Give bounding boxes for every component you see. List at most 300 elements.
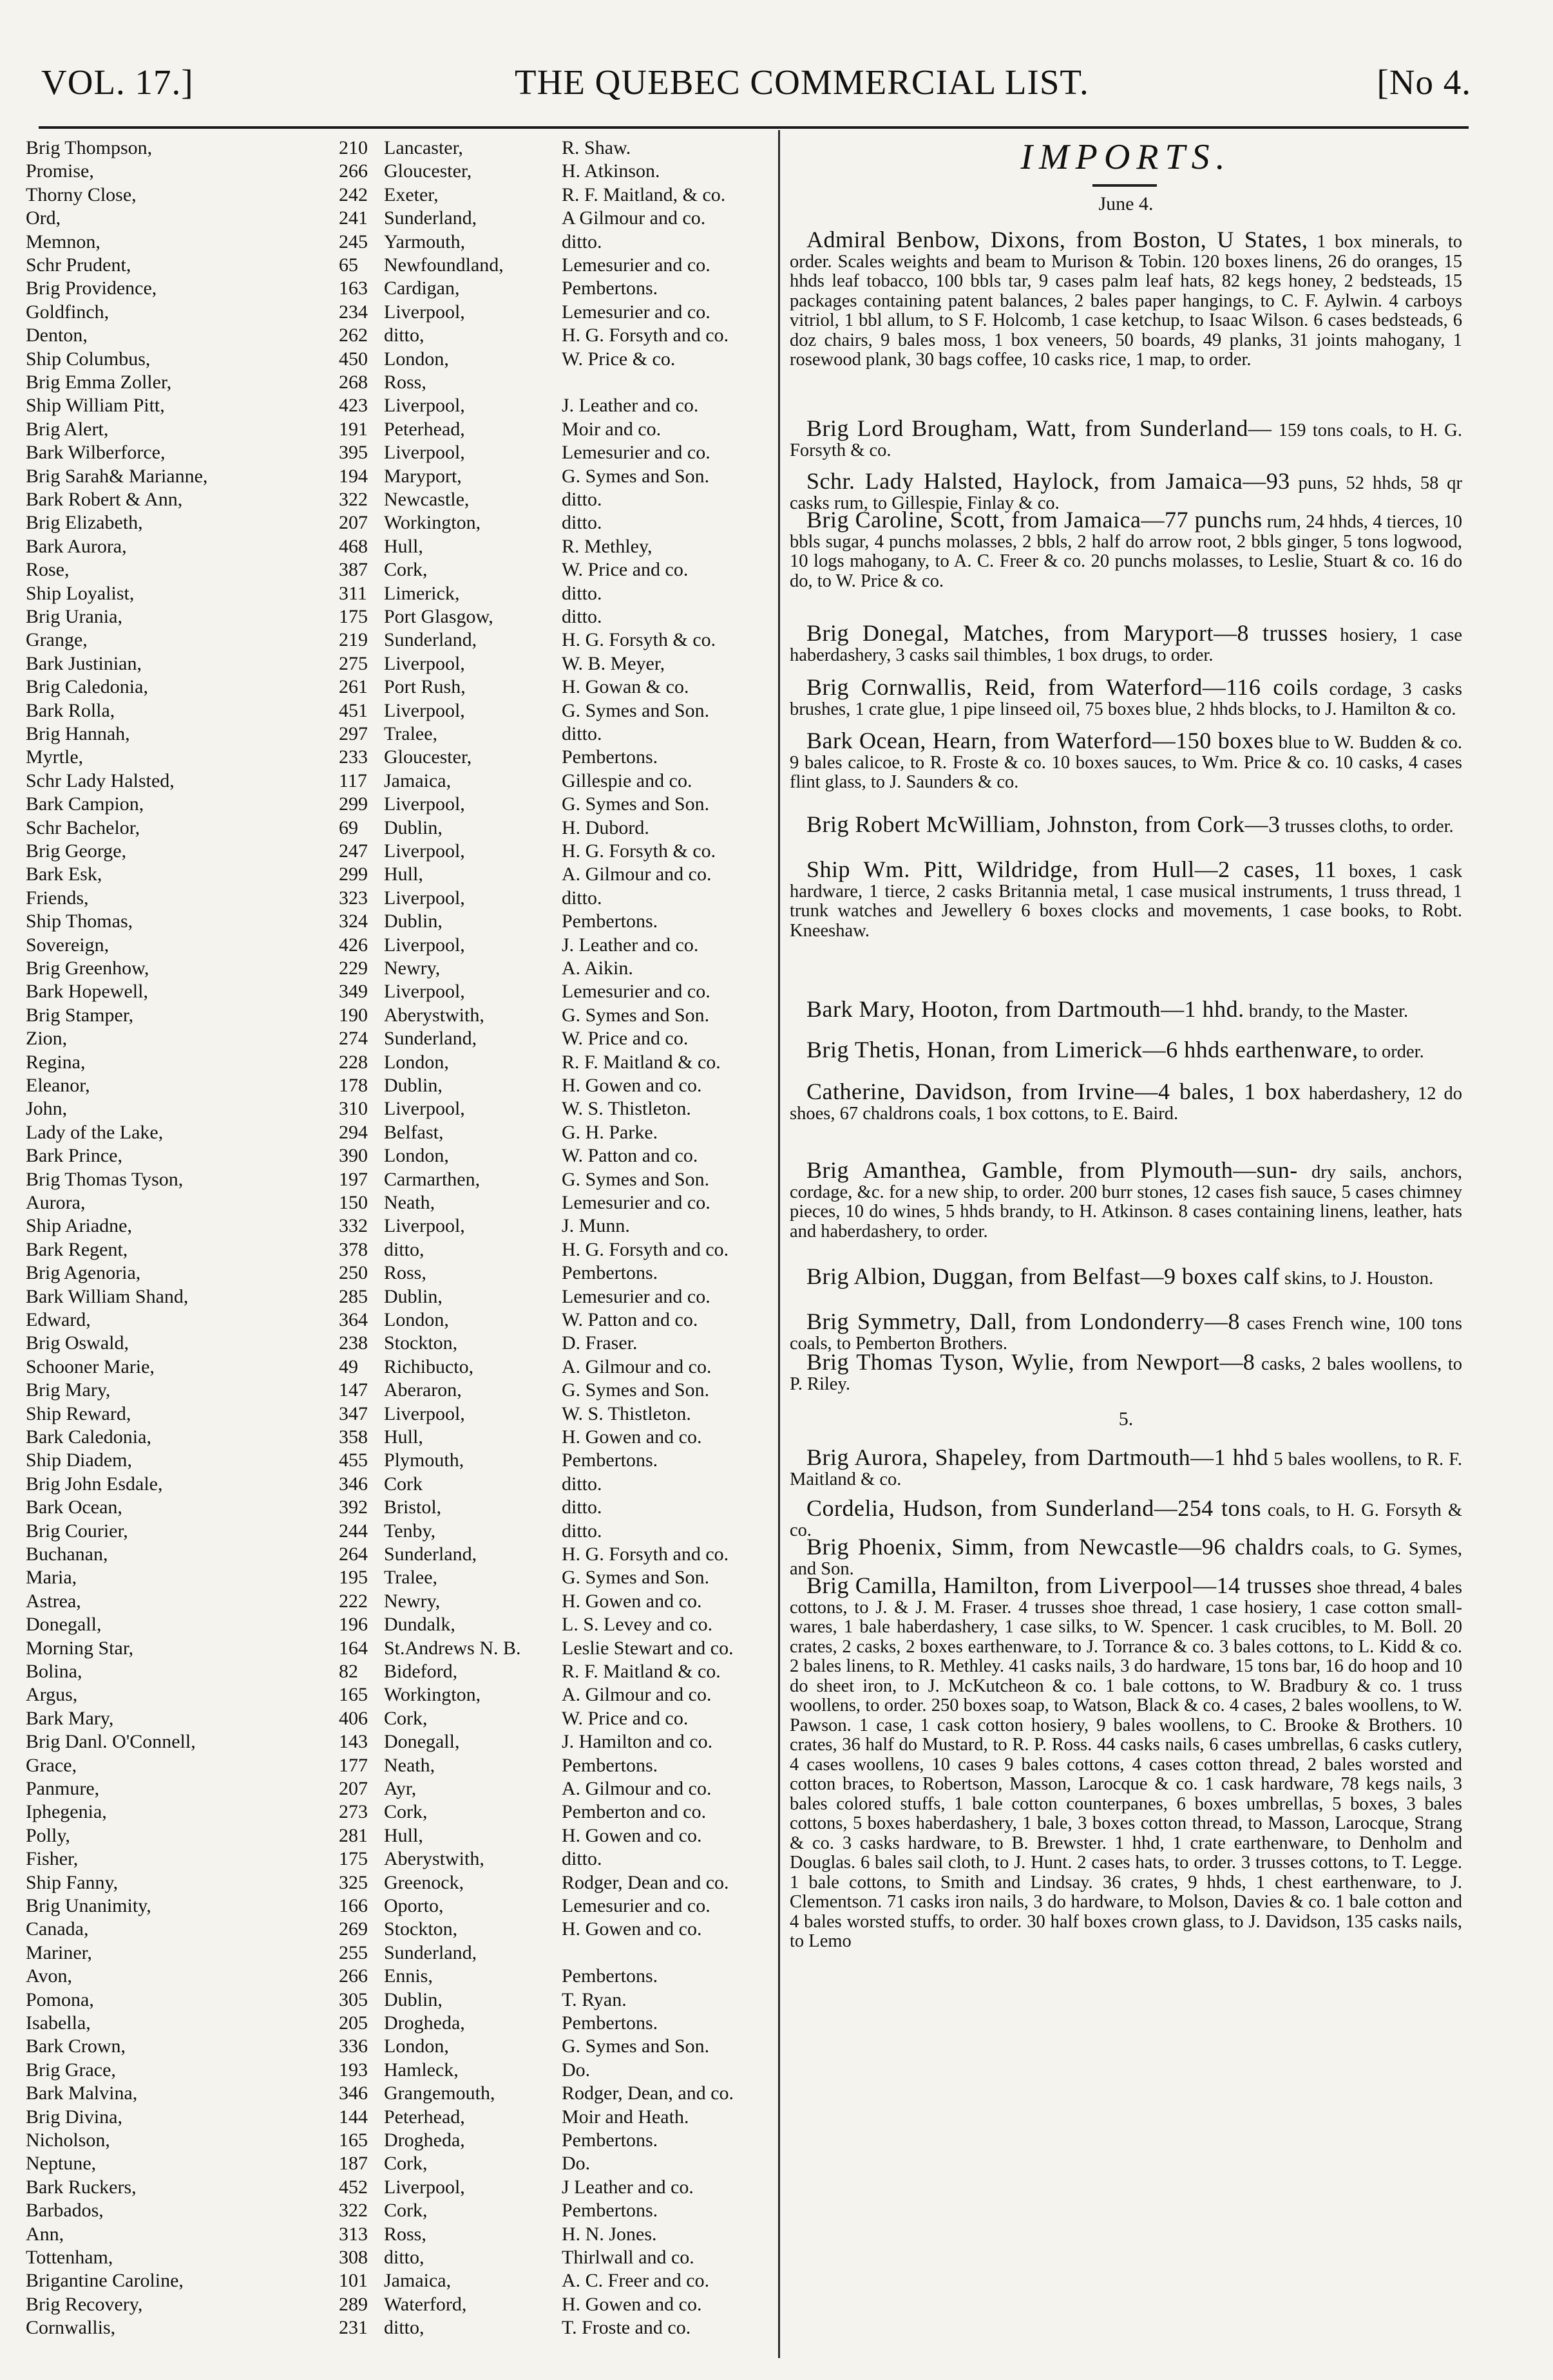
ship-name: Bark Rolla, [26,699,115,721]
ship-row [26,957,773,980]
ship-row [26,184,773,207]
ship-port: London, [384,1051,449,1073]
ship-consignee: G. Symes and Son. [562,2035,710,2057]
ship-port: Lancaster, [384,137,463,158]
vessel-line: Cordelia, Hudson, from Sunderland—254 tons [806,1495,1262,1521]
ship-tonnage: 451 [339,699,368,721]
import-entry [790,415,1462,460]
ship-port: Sunderland, [384,1941,477,1963]
ship-tonnage: 268 [339,372,368,393]
ship-tonnage: 349 [339,981,368,1003]
ship-name: Ship Thomas, [26,911,133,932]
ship-consignee: A. Gilmour and co. [562,1684,712,1706]
ship-row [26,1683,773,1706]
ship-port: Bristol, [384,1497,442,1518]
import-entry [790,1349,1462,1394]
imports-heading: IMPORTS. [1020,137,1232,177]
cargo-details: puns, 52 hhds, 58 qr casks rum, to Gillespie, Finlay & co. [790,473,1462,513]
ship-consignee: W. Price and co. [562,559,689,581]
ship-port: Dublin, [384,817,443,838]
ship-name: Rose, [26,559,70,581]
ship-consignee: R. Shaw. [562,137,631,158]
ship-name: Bark Justinian, [26,652,142,674]
ship-tonnage: 49 [339,1355,358,1377]
cargo-details: boxes, 1 cask hardware, 1 tierce, 2 casks Britannia metal, 1 case musical instruments, 1 truss thread, 1 trunk watches and Jewellery 6 boxes clocks and movements, 1 case books, to Robt. Kneeshaw. [790,862,1462,941]
ship-row [26,746,773,769]
ship-tonnage: 250 [339,1262,368,1284]
ship-consignee: H. Gowen and co. [562,1824,702,1846]
ship-port: Aberystwith, [384,1004,484,1026]
ship-consignee: Rodger, Dean, and co. [562,2082,734,2104]
ship-port: Newry, [384,1590,441,1612]
ship-row [26,465,773,488]
vessel-line: Brig Camilla, Hamilton, from Liverpool—14 trusses [806,1572,1312,1598]
ship-port: Newcastle, [384,489,470,510]
ship-row [26,1847,773,1871]
ship-consignee: R. F. Maitland, & co. [562,184,726,205]
ship-tonnage: 150 [339,1192,368,1213]
ship-row [26,1894,773,1918]
ship-name: Ship Loyalist, [26,582,135,604]
ship-tonnage: 175 [339,606,368,627]
ship-tonnage: 392 [339,1497,368,1518]
ship-tonnage: 313 [339,2223,368,2245]
ship-name: Bark Ocean, [26,1497,122,1518]
ship-tonnage: 191 [339,418,368,440]
ship-row [26,558,773,581]
ship-port: Liverpool, [384,395,465,417]
import-entry [790,1308,1462,1354]
ship-name: Brig Sarah& Marianne, [26,465,208,487]
ship-consignee: J. Munn. [562,1215,630,1237]
ship-name: Buchanan, [26,1544,108,1565]
ship-tonnage: 164 [339,1637,368,1659]
ship-port: Workington, [384,512,481,534]
ship-port: Liverpool, [384,442,465,464]
cargo-details: hosiery, 1 case haberdashery, 3 casks sail thimbles, 1 box drugs, to order. [790,625,1462,665]
ship-row [26,910,773,933]
ship-consignee: R. F. Maitland & co. [562,1661,721,1682]
ship-consignee: Thirlwall and co. [562,2247,694,2268]
ship-tonnage: 207 [339,1778,368,1799]
ship-row [26,254,773,277]
ship-row [26,160,773,183]
ship-row [26,1496,773,1519]
ship-tonnage: 247 [339,840,368,862]
ship-name: Pomona, [26,1988,94,2010]
ship-port: Liverpool, [384,793,465,815]
ship-port: Dublin, [384,1075,443,1096]
ship-name: Tottenham, [26,2247,113,2268]
ship-row [26,1613,773,1636]
ship-name: Lady of the Lake, [26,1121,164,1143]
ship-consignee: H. Gowen and co. [562,1075,702,1096]
ship-port: Aberystwith, [384,1848,484,1870]
ship-row [26,2223,773,2246]
ship-consignee: A. Gilmour and co. [562,864,712,885]
ship-consignee: H. Atkinson. [562,160,660,182]
ship-consignee: Do. [562,2153,591,2175]
ship-consignee: A. Gilmour and co. [562,1778,712,1799]
ship-consignee: H. Gowen and co. [562,1426,702,1448]
ship-consignee: J. Hamilton and co. [562,1731,713,1753]
ship-tonnage: 234 [339,301,368,323]
vessel-line: Bark Mary, Hooton, from Dartmouth—1 hhd. [806,996,1244,1022]
ship-tonnage: 346 [339,1473,368,1495]
heading-rule [1092,184,1157,187]
ship-tonnage: 285 [339,1285,368,1307]
ship-row [26,2152,773,2175]
ship-name: Ship Fanny, [26,1871,119,1893]
ship-name: Brig Stamper, [26,1004,134,1026]
ship-port: Sunderland, [384,1028,477,1050]
vessel-line: Brig Phoenix, Simm, from Newcastle—96 chaldrs [806,1534,1304,1560]
ship-port: Dundalk, [384,1614,455,1636]
ship-tonnage: 406 [339,1707,368,1729]
ship-name: Ord, [26,207,61,229]
ship-row [26,301,773,324]
ship-consignee: Lemesurier and co. [562,1285,710,1307]
ship-row [26,207,773,230]
ship-port: Neath, [384,1192,435,1213]
ship-row [26,1777,773,1800]
ship-name: Brig Grace, [26,2059,116,2081]
ship-consignee: J Leather and co. [562,2176,694,2198]
ship-port: Maryport, [384,465,462,487]
ship-port: London, [384,1309,449,1330]
ship-consignee: ditto. [562,489,602,510]
vessel-line: Schr. Lady Halsted, Haylock, from Jamaica—93 [806,468,1290,494]
vessel-line: Brig Donegal, Matches, from Maryport—8 trusses [806,620,1328,646]
ship-row [26,652,773,675]
ship-row [26,1097,773,1120]
ship-port: Belfast, [384,1121,444,1143]
ship-tonnage: 322 [339,2200,368,2222]
ship-consignee: W. Price & co. [562,348,676,370]
ship-port: Port Rush, [384,676,466,698]
ship-tonnage: 207 [339,512,368,534]
ship-tonnage: 196 [339,1614,368,1636]
ship-tonnage: 332 [339,1215,368,1237]
ship-port: Hull, [384,864,423,885]
ship-port: ditto, [384,2317,424,2339]
ship-row [26,2293,773,2316]
ship-consignee: Pembertons. [562,1450,658,1471]
ship-row [26,1660,773,1683]
ship-row [26,1238,773,1261]
ship-consignee: Lemesurier and co. [562,981,710,1003]
ship-row [26,840,773,863]
ship-tonnage: 187 [339,2153,368,2175]
ship-port: Sunderland, [384,1544,477,1565]
ship-port: Drogheda, [384,2130,465,2151]
ship-name: Panmure, [26,1778,100,1799]
ship-consignee: G. Symes and Son. [562,1168,710,1190]
ship-row [26,1754,773,1777]
ship-consignee: Pembertons. [562,1754,658,1776]
ship-consignee: ditto. [562,582,602,604]
ship-consignee: H. Gowen and co. [562,1918,702,1940]
ship-consignee: G. Symes and Son. [562,465,710,487]
ship-row [26,980,773,1003]
ship-consignee: W. S. Thistleton. [562,1402,691,1424]
ship-name: Brig Mary, [26,1379,111,1401]
ship-port: ditto, [384,1238,424,1260]
ship-name: Brig John Esdale, [26,1473,163,1495]
ship-name: Brig Greenhow, [26,958,149,979]
ship-port: Liverpool, [384,1402,465,1424]
ship-tonnage: 166 [339,1895,368,1916]
ship-port: ditto, [384,325,424,346]
ship-row [26,1988,773,2012]
ship-port: Sunderland, [384,207,477,229]
vessel-line: Ship Wm. Pitt, Wildridge, from Hull—2 cases, 11 [806,856,1337,882]
ship-name: Aurora, [26,1192,86,1213]
ship-tonnage: 305 [339,1988,368,2010]
ship-port: Yarmouth, [384,231,466,252]
ship-name: Avon, [26,1965,72,1987]
ship-tonnage: 117 [339,770,367,791]
ship-name: Nicholson, [26,2130,110,2151]
ship-tonnage: 347 [339,1402,368,1424]
ship-tonnage: 275 [339,652,368,674]
ship-tonnage: 163 [339,278,368,299]
ship-consignee: G. H. Parke. [562,1121,658,1143]
ship-port: Newry, [384,958,441,979]
ship-row [26,934,773,957]
ship-name: Barbados, [26,2200,104,2222]
vessel-line: Brig Thomas Tyson, Wylie, from Newport—8 [806,1349,1255,1375]
ship-consignee: ditto. [562,1520,602,1542]
ship-name: Zion, [26,1028,68,1050]
import-entry [790,856,1462,941]
ship-tonnage: 69 [339,817,358,838]
ship-row [26,1566,773,1589]
ship-consignee: G. Symes and Son. [562,1004,710,1026]
ship-port: Peterhead, [384,2106,465,2128]
ship-port: Dublin, [384,911,443,932]
import-entry [790,1157,1462,1242]
ship-name: Bark Regent, [26,1238,128,1260]
ship-tonnage: 231 [339,2317,368,2339]
ship-name: Brig Emma Zoller, [26,372,172,393]
ship-consignee: A. C. Freer and co. [562,2270,710,2292]
ship-tonnage: 423 [339,395,368,417]
ship-tonnage: 238 [339,1332,368,1354]
cargo-details: 159 tons coals, to H. G. Forsyth & co. [790,420,1462,460]
ship-name: Brig Agenoria, [26,1262,141,1284]
ship-port: Grangemouth, [384,2082,495,2104]
ship-consignee: G. Symes and Son. [562,1567,710,1589]
ship-name: Ship Diadem, [26,1450,132,1471]
cargo-details: to order. [1362,1042,1424,1062]
ship-name: Bark Robert & Ann, [26,489,183,510]
ship-name: Ship Reward, [26,1402,131,1424]
ship-consignee: Pembertons. [562,746,658,768]
ship-name: Friends, [26,887,89,909]
ship-port: Hull, [384,1426,423,1448]
ship-port: Hull, [384,1824,423,1846]
ship-row [26,1473,773,1496]
cargo-details: blue to W. Budden & co. 9 bales calicoe, to R. Froste & co. 10 boxes sauces, to Wm. Price & co. 10 casks, 4 cases flint glass, to J. Saunders & co. [790,733,1462,792]
vessel-line: Brig Aurora, Shapeley, from Dartmouth—1 hhd [806,1444,1269,1470]
ship-name: Brig Courier, [26,1520,128,1542]
ship-row [26,582,773,605]
imports-column [790,130,1462,2365]
ship-row [26,394,773,417]
ship-tonnage: 65 [339,254,358,276]
ship-name: Bark Malvina, [26,2082,138,2104]
ship-row [26,1074,773,1097]
ship-tonnage: 165 [339,1684,368,1706]
ship-name: Bolina, [26,1661,82,1682]
ship-name: Donegall, [26,1614,102,1636]
ship-name: Schr Lady Halsted, [26,770,175,791]
ship-consignee: H. Gowen and co. [562,2293,702,2315]
ship-row [26,1730,773,1753]
import-entry [790,1079,1462,1124]
ship-row [26,1449,773,1472]
ship-name: Sovereign, [26,934,110,956]
ship-consignee: T. Ryan. [562,1988,627,2010]
ship-tonnage: 82 [339,1661,358,1682]
ship-name: Brig Thomas Tyson, [26,1168,184,1190]
ship-consignee: A. Aikin. [562,958,633,979]
ship-name: Isabella, [26,2012,91,2034]
ship-tonnage: 197 [339,1168,368,1190]
vessel-line: Brig Amanthea, Gamble, from Plymouth—sun- [806,1157,1298,1183]
ship-port: Tenby, [384,1520,436,1542]
ship-name: Bark Ruckers, [26,2176,137,2198]
ship-name: Iphegenia, [26,1801,107,1823]
import-entry [790,1444,1462,1489]
ship-row [26,2082,773,2105]
ship-tonnage: 264 [339,1544,368,1565]
ship-tonnage: 346 [339,2082,368,2104]
ship-tonnage: 325 [339,1871,368,1893]
ship-name: Mariner, [26,1941,92,1963]
ship-tonnage: 311 [339,582,367,604]
ship-name: Fisher, [26,1848,79,1870]
ship-port: Carmarthen, [384,1168,481,1190]
ship-tonnage: 177 [339,1754,368,1776]
ship-name: Bark Mary, [26,1707,114,1729]
ship-row [26,675,773,699]
ship-consignee: W. B. Meyer, [562,652,665,674]
ship-consignee: H. G. Forsyth and co. [562,325,729,346]
ship-consignee: H. G. Forsyth & co. [562,629,716,651]
import-entry [790,674,1462,719]
ship-port: Dublin, [384,1988,443,2010]
ship-name: Brigantine Caroline, [26,2270,184,2292]
ship-port: Donegall, [384,1731,460,1753]
ship-port: Liverpool, [384,301,465,323]
ship-consignee: Pembertons. [562,2130,658,2151]
vessel-line: Catherine, Davidson, from Irvine—4 bales, 1 box [806,1079,1301,1104]
ship-name: Bark Crown, [26,2035,126,2057]
cargo-details: coals, to H. G. Forsyth & co. [790,1500,1462,1540]
ship-port: Liverpool, [384,934,465,956]
ship-row [26,2199,773,2222]
ship-row [26,348,773,371]
ship-row [26,1824,773,1847]
ship-row [26,1707,773,1730]
import-entry [790,811,1462,837]
ship-name: Canada, [26,1918,89,1940]
ship-row [26,1144,773,1167]
ship-name: Brig Alert, [26,418,109,440]
ship-port: Aberaron, [384,1379,462,1401]
ship-tonnage: 364 [339,1309,368,1330]
ship-name: Brig Unanimity, [26,1895,151,1916]
ship-consignee: Lemesurier and co. [562,254,710,276]
ship-tonnage: 266 [339,160,368,182]
ship-name: Bark Aurora, [26,535,127,557]
ship-port: Ross, [384,1262,426,1284]
ship-row [26,1355,773,1379]
ship-tonnage: 269 [339,1918,368,1940]
ship-consignee: W. Patton and co. [562,1309,698,1330]
ship-name: Brig Thompson, [26,137,153,158]
ship-row [26,1168,773,1191]
ship-consignee: W. Price and co. [562,1028,689,1050]
column-divider [778,130,780,2358]
import-entry [790,227,1462,370]
ship-name: Morning Star, [26,1637,134,1659]
ship-consignee: Pemberton and co. [562,1801,707,1823]
ship-consignee: W. Price and co. [562,1707,689,1729]
ship-port: Liverpool, [384,840,465,862]
ship-name: Bark Wilberforce, [26,442,166,464]
ship-tonnage: 195 [339,1567,368,1589]
ship-port: Sunderland, [384,629,477,651]
ship-port: Cork, [384,1801,428,1823]
ship-consignee: Pembertons. [562,1262,658,1284]
ship-tonnage: 299 [339,864,368,885]
ship-name: Ship Ariadne, [26,1215,132,1237]
ship-port: Liverpool, [384,699,465,721]
ship-name: Brig Danl. O'Connell, [26,1731,196,1753]
cargo-details: cordage, 3 casks brushes, 1 crate glue, 1 pipe linseed oil, 75 boxes blue, 2 hhds blocks, to J. Hamilton & co. [790,679,1462,719]
ship-consignee: ditto. [562,723,602,744]
ship-port: Liverpool, [384,1215,465,1237]
ship-port: St.Andrews N. B. [384,1637,521,1659]
ship-row [26,1426,773,1449]
ship-tonnage: 101 [339,2270,368,2292]
import-entry [790,620,1462,665]
cargo-details: haberdashery, 12 do shoes, 67 chaldrons coals, 1 box cottons, to E. Baird. [790,1084,1462,1124]
ship-consignee: A Gilmour and co. [562,207,706,229]
ship-consignee: H. G. Forsyth and co. [562,1238,729,1260]
import-date: 5. [1118,1408,1134,1430]
ship-consignee: W. Patton and co. [562,1145,698,1167]
ship-port: Port Glasgow, [384,606,493,627]
cargo-details: coals, to G. Symes, and Son. [790,1539,1462,1579]
ship-tonnage: 222 [339,1590,368,1612]
ship-tonnage: 468 [339,535,368,557]
ship-row [26,605,773,628]
ship-name: Thorny Close, [26,184,137,205]
ship-row [26,2035,773,2058]
ship-consignee: ditto. [562,1497,602,1518]
ship-name: Promise, [26,160,94,182]
ship-consignee: D. Fraser. [562,1332,638,1354]
ship-consignee: G. Symes and Son. [562,1379,710,1401]
ship-consignee: H. G. Forsyth & co. [562,840,716,862]
ship-port: Richibucto, [384,1355,474,1377]
ship-port: Liverpool, [384,1098,465,1120]
ship-tonnage: 245 [339,231,368,252]
